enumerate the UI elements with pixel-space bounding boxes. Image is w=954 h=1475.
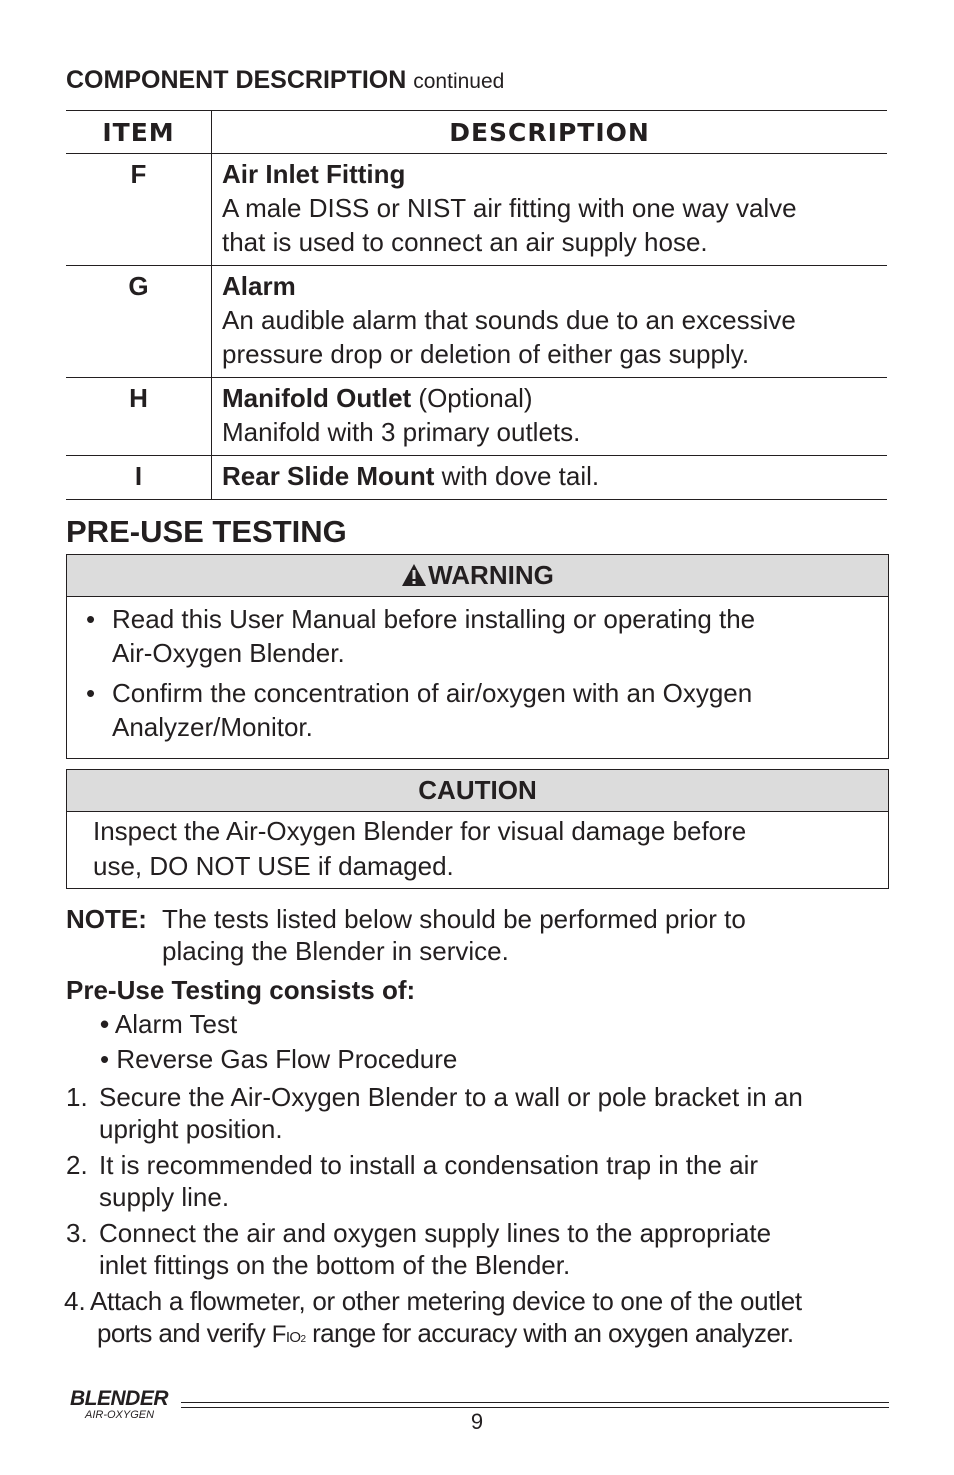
item-text-line: Manifold with 3 primary outlets. xyxy=(222,417,581,447)
step-text-line xyxy=(97,1317,888,1356)
fio2-sub: 2 xyxy=(300,1334,306,1345)
step-item xyxy=(66,1149,888,1213)
item-title-line xyxy=(222,459,887,493)
step-text-line: upright position. xyxy=(99,1114,283,1144)
note-text-line: placing the Blender in service. xyxy=(162,936,509,966)
list-item xyxy=(67,602,888,670)
step-item xyxy=(64,1285,888,1356)
note-block xyxy=(66,903,888,967)
item-letter: I xyxy=(66,456,212,500)
item-title: Rear Slide Mount xyxy=(222,461,435,491)
step-number: 2. xyxy=(66,1150,88,1180)
warning-text-line: Analyzer/Monitor. xyxy=(112,712,313,742)
col-description-header: DESCRIPTION xyxy=(212,111,888,154)
warning-box xyxy=(66,554,889,759)
item-letter: G xyxy=(66,266,212,378)
fio2-io: IO xyxy=(285,1329,301,1346)
item-description xyxy=(212,154,888,266)
component-table xyxy=(66,110,887,500)
warning-text-line: Confirm the concentration of air/oxygen with an Oxygen xyxy=(112,678,753,708)
item-letter: H xyxy=(66,378,212,456)
heading-text: COMPONENT DESCRIPTION xyxy=(66,66,407,94)
table-row xyxy=(66,378,887,456)
item-text-line: that is used to connect an air supply hose. xyxy=(222,227,708,257)
note-label: NOTE: xyxy=(66,904,147,934)
item-title: Manifold Outlet xyxy=(222,383,412,413)
step-text-line: Attach a flowmeter, or other metering device to one of the outlet xyxy=(90,1286,802,1316)
consists-heading: Pre-Use Testing consists of: xyxy=(66,975,416,1005)
list-item xyxy=(66,1042,888,1077)
list-item xyxy=(66,1007,888,1042)
table-row xyxy=(66,456,887,500)
warning-text-line: Read this User Manual before installing or operating the xyxy=(112,604,756,634)
heading-suffix: continued xyxy=(413,70,505,93)
step-number: 1. xyxy=(66,1082,88,1112)
blender-logo xyxy=(70,1388,180,1421)
step-text-line: It is recommended to install a condensation trap in the air xyxy=(99,1150,759,1180)
bullet-text: Reverse Gas Flow Procedure xyxy=(116,1044,458,1074)
warning-header xyxy=(67,555,888,597)
caution-box xyxy=(66,769,889,889)
logo-sub: AIR-OXYGEN xyxy=(85,1409,155,1421)
item-text-line: pressure drop or deletion of either gas supply. xyxy=(222,339,750,369)
component-description-heading xyxy=(66,60,888,100)
bullet-text: Alarm Test xyxy=(114,1009,238,1039)
warning-title: WARNING xyxy=(428,560,554,590)
pre-use-testing-heading: PRE-USE TESTING xyxy=(66,514,347,549)
item-title: Air Inlet Fitting xyxy=(222,159,406,189)
table-row xyxy=(66,154,887,266)
caution-text-line: use, DO NOT USE if damaged. xyxy=(93,851,454,881)
step-text: range for accuracy with an oxygen analyzer. xyxy=(305,1318,794,1348)
step-text-line: inlet fittings on the bottom of the Blender. xyxy=(99,1250,571,1280)
caution-header: CAUTION xyxy=(67,770,888,812)
manual-page xyxy=(66,60,888,1356)
item-title: Alarm xyxy=(222,271,296,301)
list-item xyxy=(67,676,888,744)
page-number: 9 xyxy=(470,1409,484,1434)
table-header-row xyxy=(66,111,887,154)
warning-text-line: Air-Oxygen Blender. xyxy=(112,638,345,668)
item-description xyxy=(212,456,888,500)
item-description xyxy=(212,378,888,456)
footer-rule xyxy=(181,1402,889,1408)
warning-body xyxy=(67,597,888,758)
item-description xyxy=(212,266,888,378)
note-text-line: The tests listed below should be performed prior to xyxy=(162,904,746,934)
logo-main: BLENDER xyxy=(70,1387,169,1410)
step-text-line: supply line. xyxy=(99,1182,230,1212)
col-item-header: ITEM xyxy=(66,111,212,154)
step-item xyxy=(66,1217,888,1281)
item-letter: F xyxy=(66,154,212,266)
fio2-symbol xyxy=(272,1321,306,1348)
bullet-icon: • xyxy=(86,604,96,634)
caution-body xyxy=(67,812,888,888)
item-title-suffix: with dove tail. xyxy=(434,461,600,491)
bullet-icon: • xyxy=(100,1044,110,1074)
item-text-line: An audible alarm that sounds due to an excessive xyxy=(222,305,796,335)
bullet-icon: • xyxy=(86,678,96,708)
step-item xyxy=(66,1081,888,1145)
fio2-f: F xyxy=(271,1321,286,1348)
caution-text-line: Inspect the Air-Oxygen Blender for visual damage before xyxy=(93,816,747,846)
step-text-line: Connect the air and oxygen supply lines to the appropriate xyxy=(99,1218,772,1248)
item-text-line: A male DISS or NIST air fitting with one way valve xyxy=(222,193,797,223)
table-row xyxy=(66,266,887,378)
step-number: 3. xyxy=(66,1218,88,1248)
step-number: 4. xyxy=(64,1286,86,1316)
step-text-line: Secure the Air-Oxygen Blender to a wall or pole bracket in an xyxy=(99,1082,803,1112)
step-text: ports and verify xyxy=(97,1318,272,1348)
bullet-icon: • xyxy=(100,1009,110,1039)
item-title-suffix: (Optional) xyxy=(411,383,533,413)
item-title-line xyxy=(222,381,887,415)
warning-triangle-icon xyxy=(401,558,427,599)
